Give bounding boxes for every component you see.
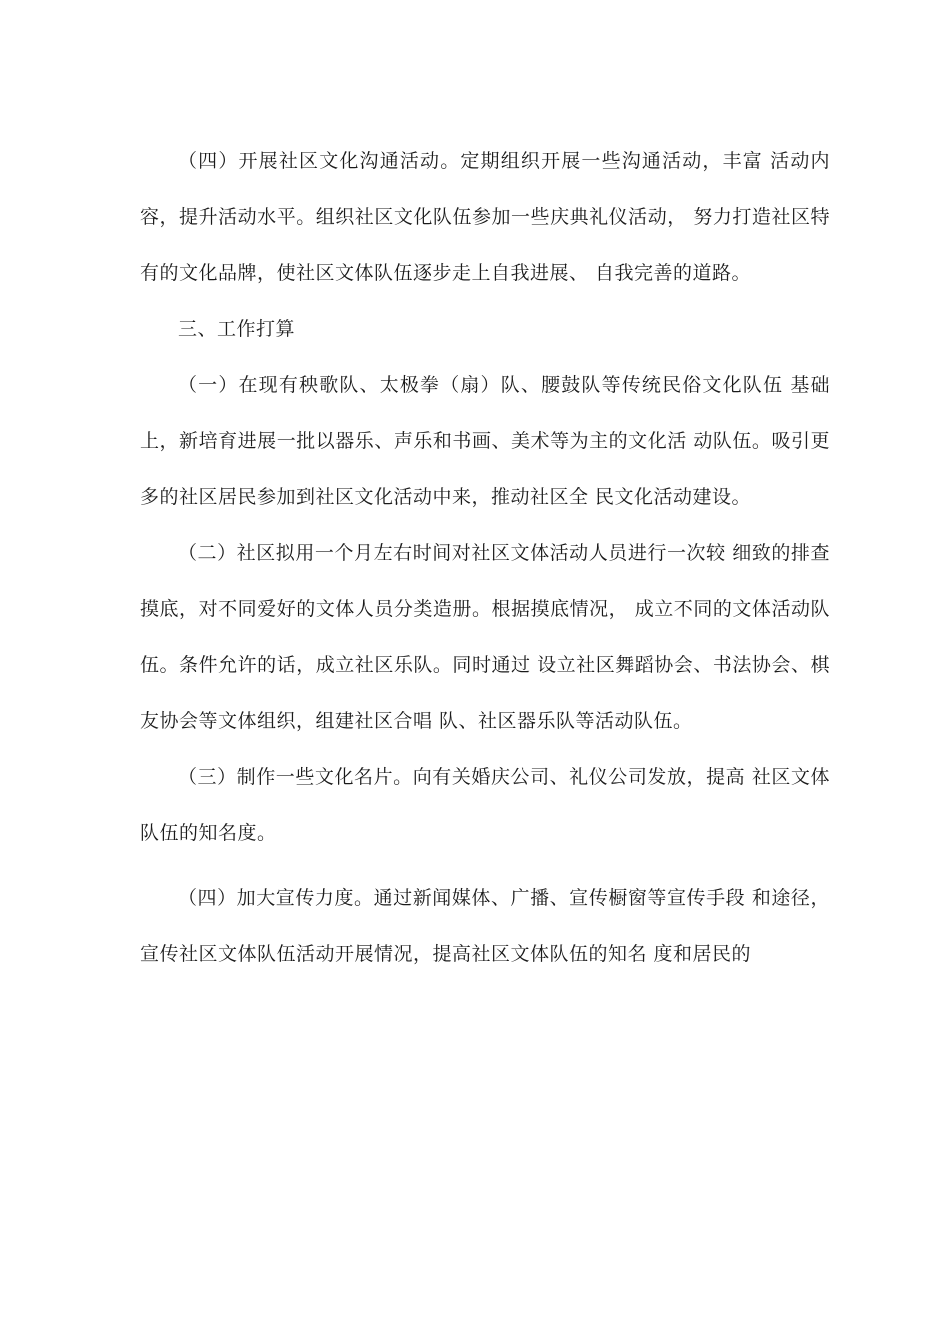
- paragraph-business-cards: （三）制作一些文化名片。向有关婚庆公司、礼仪公司发放，提高 社区文体队伍的知名度。: [140, 766, 830, 844]
- section-heading-work-plan: 三、工作打算: [178, 318, 296, 340]
- paragraph-community-exchange: （四）开展社区文化沟通活动。定期组织开展一些沟通活动，丰富 活动内容，提升活动水平。组织社区文化队伍参加一些庆典礼仪活动， 努力打造社区特有的文化品牌，使社区文体队伍逐步走上自我进展、 自我完善的道路。: [140, 150, 830, 284]
- document-page: [140, 133, 830, 982]
- paragraph-survey-members: （二）社区拟用一个月左右时间对社区文体活动人员进行一次较 细致的排查摸底，对不同爱好的文体人员分类造册。根据摸底情况， 成立不同的文体活动队伍。条件允许的话，成立社区乐队。同时通过 设立社区舞蹈协会、书法协会、棋友协会等文体组织，组建社区合唱 队、社区器乐队等活动队伍。: [140, 542, 830, 732]
- paragraph-gap: [140, 861, 830, 870]
- paragraph-publicity: （四）加大宣传力度。通过新闻媒体、广播、宣传橱窗等宣传手段 和途径，宣传社区文体队伍活动开展情况，提高社区文体队伍的知名 度和居民的: [140, 887, 830, 965]
- paragraph-cultivate-teams: （一）在现有秧歌队、太极拳（扇）队、腰鼓队等传统民俗文化队伍 基础上，新培育进展一批以器乐、声乐和书画、美术等为主的文化活 动队伍。吸引更多的社区居民参加到社区文化活动中来，推动社区全 民文化活动建设。: [140, 374, 830, 508]
